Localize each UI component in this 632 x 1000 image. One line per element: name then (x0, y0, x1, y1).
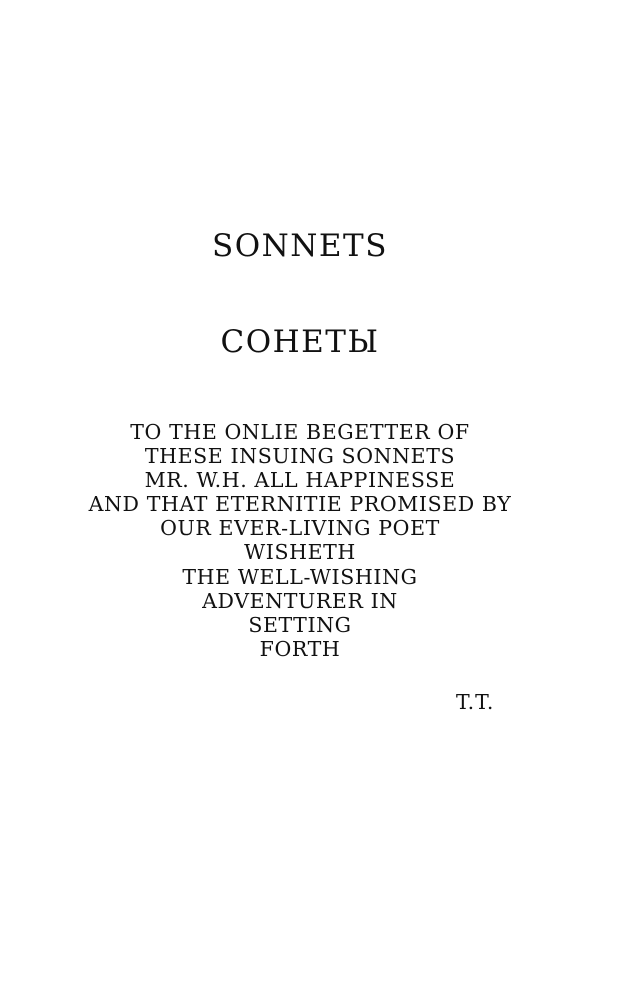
dedication-line: THESE INSUING SONNETS (144, 444, 456, 469)
dedication-line: FORTH (259, 636, 341, 661)
dedication-line: SETTING (248, 612, 352, 637)
title-russian: СОНЕТЫ (220, 324, 380, 360)
dedication-line: TO THE ONLIE BEGETTER OF (130, 420, 470, 444)
dedication-line: THE WELL-WISHING (182, 564, 418, 589)
dedication (0, 420, 600, 661)
dedication-line: WISHETH (244, 540, 356, 565)
signature: T.T. (456, 690, 495, 714)
title-english: SONNETS (212, 228, 388, 264)
dedication-line: OUR EVER-LIVING POET (160, 516, 440, 541)
dedication-line: ADVENTURER IN (202, 588, 398, 613)
dedication-line: AND THAT ETERNITIE PROMISED BY (88, 492, 512, 517)
dedication-line: MR. W.H. ALL HAPPINESSE (144, 468, 456, 493)
